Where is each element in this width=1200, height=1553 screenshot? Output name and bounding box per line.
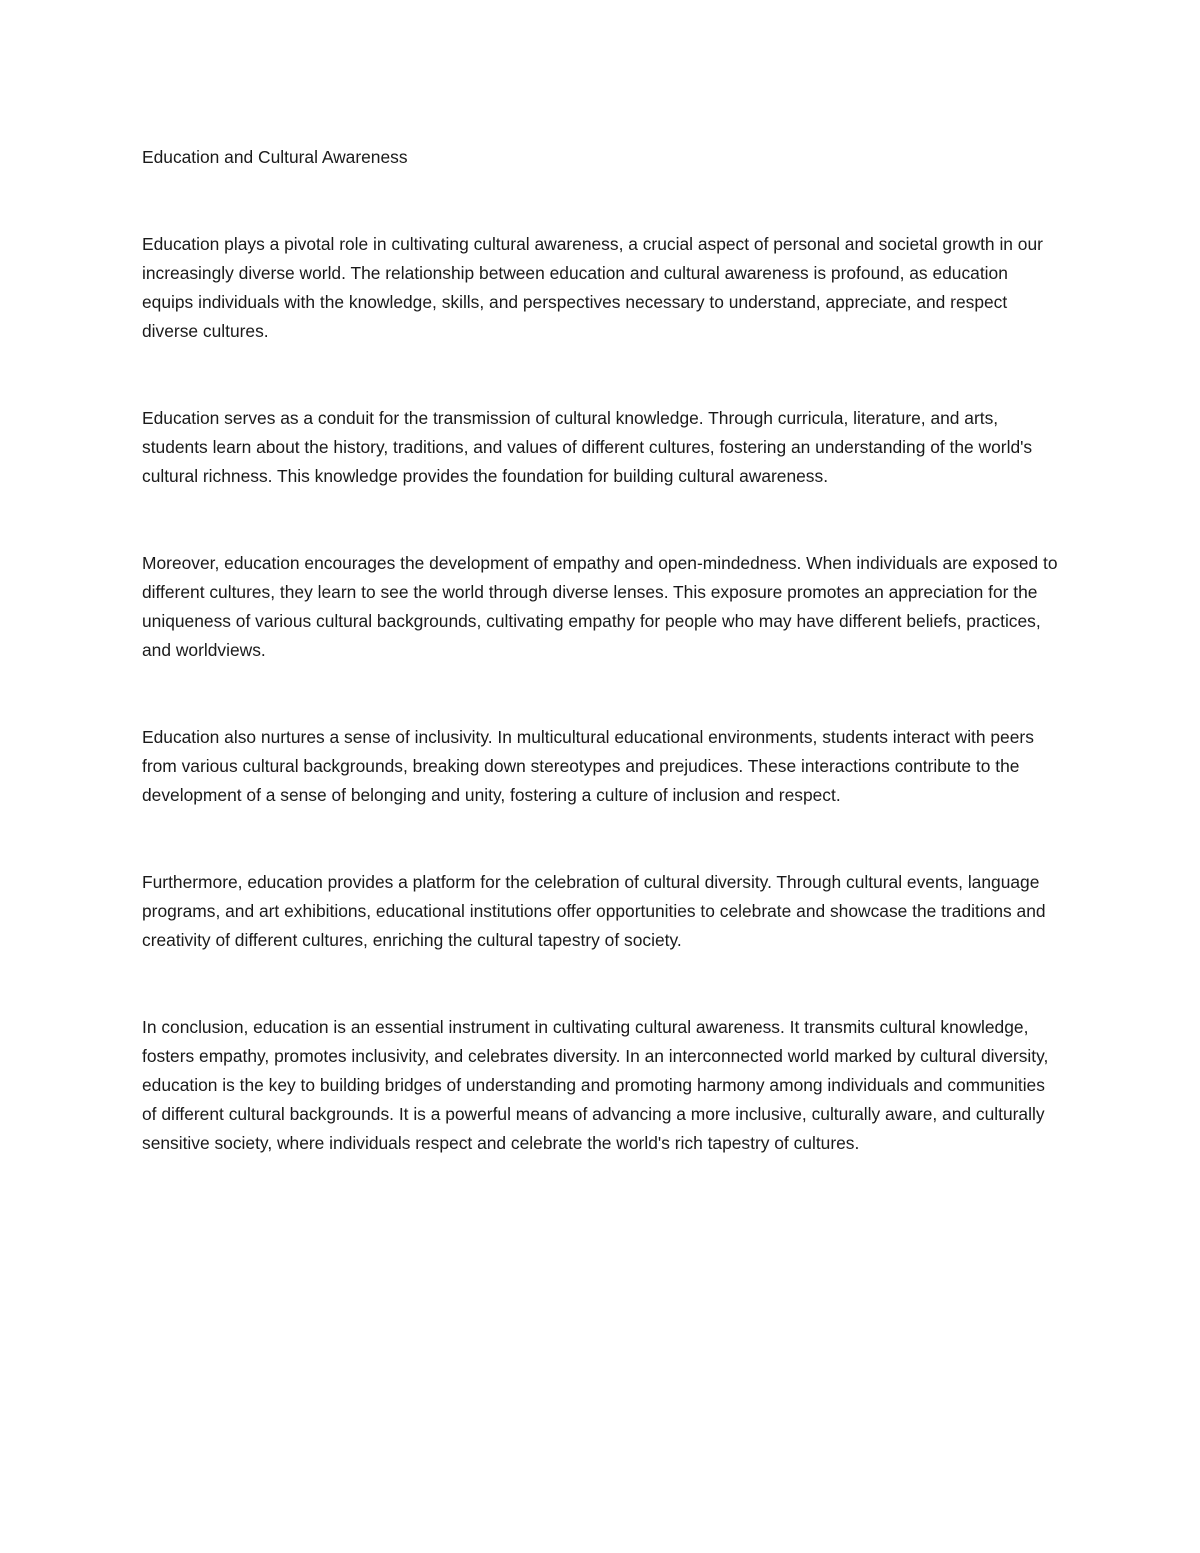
paragraph-transmission: Education serves as a conduit for the transmission of cultural knowledge. Through curricula, literature, and arts, students learn about the history, traditions, and values of different cultures, fostering an understanding of the world's cultural richness. This knowledge provides the foundation for building cultural awareness. [142,408,1033,486]
paragraph-celebration: Furthermore, education provides a platform for the celebration of cultural diversity. Through cultural events, language programs, and art exhibitions, educational institutions offer opportunities to celebrate and showcase the traditions and creativity of different cultures, enriching the cultural tapestry of society. [142,872,1046,950]
spacer [142,665,1060,723]
spacer [142,346,1060,404]
document-body [142,143,1060,1158]
paragraph-inclusivity: Education also nurtures a sense of inclusivity. In multicultural educational environments, students interact with peers from various cultural backgrounds, breaking down stereotypes and prejudices. These interactions contribute to the development of a sense of belonging and unity, fostering a culture of inclusion and respect. [142,727,1034,805]
spacer [142,810,1060,868]
spacer [142,172,1060,230]
spacer [142,491,1060,549]
paragraph-conclusion: In conclusion, education is an essential instrument in cultivating cultural awareness. It transmits cultural knowledge, fosters empathy, promotes inclusivity, and celebrates diversity. In an interconnected world marked by cultural diversity, education is the key to building bridges of understanding and promoting harmony among individuals and communities of different cultural backgrounds. It is a powerful means of advancing a more inclusive, culturally aware, and culturally sensitive society, where individuals respect and celebrate the world's rich tapestry of cultures. [142,1017,1049,1153]
spacer [142,955,1060,1013]
paragraph-empathy: Moreover, education encourages the development of empathy and open-mindedness. When individuals are exposed to different cultures, they learn to see the world through diverse lenses. This exposure promotes an appreciation for the uniqueness of various cultural backgrounds, cultivating empathy for people who may have different beliefs, practices, and worldviews. [142,553,1058,660]
document-title: Education and Cultural Awareness [142,147,408,167]
paragraph-intro: Education plays a pivotal role in cultivating cultural awareness, a crucial aspect of personal and societal growth in our increasingly diverse world. The relationship between education and cultural awareness is profound, as education equips individuals with the knowledge, skills, and perspectives necessary to understand, appreciate, and respect diverse cultures. [142,234,1043,341]
